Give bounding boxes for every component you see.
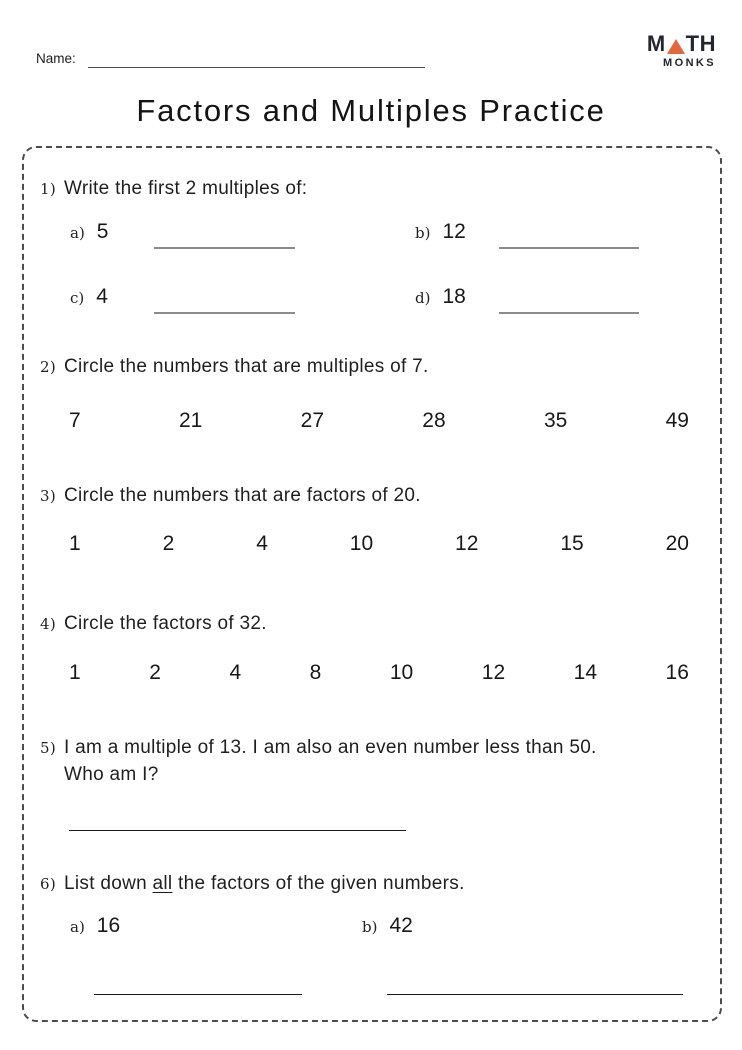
- q1-item-c: [70, 285, 108, 309]
- question-5-number: 5): [40, 739, 56, 757]
- q1-item-c-value: 4: [96, 285, 108, 308]
- question-6-text: [64, 870, 465, 897]
- q1-answer-blank-d[interactable]: [499, 312, 639, 314]
- number-option[interactable]: 7: [69, 409, 81, 432]
- q1-item-b-label: b): [415, 224, 431, 242]
- q1-item-c-label: c): [70, 289, 85, 307]
- question-6-text-after: the factors of the given numbers.: [172, 873, 465, 894]
- number-option[interactable]: 15: [560, 532, 584, 555]
- number-option[interactable]: 4: [256, 532, 268, 555]
- question-3-number: 3): [40, 487, 56, 505]
- q6-item-b: [362, 914, 413, 938]
- number-option[interactable]: 10: [389, 661, 414, 684]
- page-title: Factors and Multiples Practice: [136, 93, 606, 128]
- number-option[interactable]: 8: [309, 661, 322, 684]
- name-input-line[interactable]: [88, 67, 425, 68]
- number-option[interactable]: 14: [573, 661, 598, 684]
- q1-answer-blank-c[interactable]: [154, 312, 295, 314]
- question-5: [40, 734, 700, 788]
- q6-item-a: [70, 914, 120, 938]
- q1-item-b-value: 12: [442, 220, 466, 243]
- name-label: Name:: [36, 51, 76, 66]
- triangle-icon: [667, 39, 685, 54]
- number-option[interactable]: 2: [162, 532, 175, 555]
- question-5-text-line1: I am a multiple of 13. I am also an even number less than 50.: [64, 737, 597, 758]
- q1-item-d-value: 18: [442, 285, 466, 308]
- number-option[interactable]: 12: [481, 661, 506, 684]
- question-3: [40, 482, 421, 510]
- question-5-text: [64, 734, 597, 788]
- question-4-number: 4): [40, 615, 56, 633]
- logo-letters-th: TH: [685, 31, 716, 56]
- math-monks-logo: [647, 33, 716, 69]
- q1-item-d-label: d): [415, 289, 431, 307]
- question-1: [40, 175, 307, 203]
- question-5-text-line2: Who am I?: [64, 764, 159, 785]
- question-3-text: Circle the numbers that are factors of 20.: [64, 485, 421, 506]
- worksheet-box: [22, 146, 722, 1022]
- q1-item-b: [415, 220, 466, 244]
- q5-answer-blank[interactable]: [69, 830, 406, 831]
- question-6-number: 6): [40, 875, 56, 893]
- q4-number-options: [69, 661, 689, 685]
- q6-answer-blank-b[interactable]: [387, 994, 683, 995]
- number-option[interactable]: 49: [665, 409, 689, 432]
- q1-item-a-value: 5: [96, 220, 109, 243]
- number-option[interactable]: 21: [178, 409, 203, 432]
- question-6: [40, 870, 465, 898]
- number-option[interactable]: 10: [349, 532, 374, 555]
- question-1-text: Write the first 2 multiples of:: [64, 178, 308, 199]
- number-option[interactable]: 12: [455, 532, 479, 555]
- question-4: [40, 610, 267, 638]
- logo-subtitle: MONKS: [663, 57, 716, 69]
- question-2-number: 2): [40, 358, 56, 376]
- number-option[interactable]: 35: [543, 409, 568, 432]
- number-option[interactable]: 4: [229, 661, 242, 684]
- number-option[interactable]: 1: [69, 532, 81, 555]
- q1-item-a: [70, 220, 108, 244]
- q6-item-b-label: b): [362, 918, 378, 936]
- question-2-text: Circle the numbers that are multiples of 7.: [64, 356, 429, 377]
- q6-item-a-value: 16: [96, 914, 121, 937]
- question-6-text-before: List down: [64, 873, 153, 894]
- question-2: [40, 353, 429, 381]
- number-option[interactable]: 2: [149, 661, 161, 684]
- logo-letter-m: M: [646, 31, 666, 56]
- q6-item-a-label: a): [70, 918, 85, 936]
- q2-number-options: [69, 409, 689, 433]
- q1-answer-blank-a[interactable]: [154, 247, 295, 249]
- number-option[interactable]: 16: [665, 661, 689, 684]
- question-4-text: Circle the factors of 32.: [64, 613, 267, 634]
- logo-wordmark: [647, 33, 716, 55]
- q6-answer-blank-a[interactable]: [94, 994, 302, 995]
- number-option[interactable]: 1: [69, 661, 81, 684]
- question-6-text-underlined: all: [152, 873, 173, 894]
- q3-number-options: [69, 532, 689, 556]
- question-1-number: 1): [40, 180, 56, 198]
- q1-item-d: [415, 285, 466, 309]
- q1-item-a-label: a): [70, 224, 85, 242]
- number-option[interactable]: 20: [665, 532, 689, 555]
- q1-answer-blank-b[interactable]: [499, 247, 639, 249]
- number-option[interactable]: 27: [300, 409, 324, 432]
- q6-item-b-value: 42: [389, 914, 413, 937]
- number-option[interactable]: 28: [422, 409, 446, 432]
